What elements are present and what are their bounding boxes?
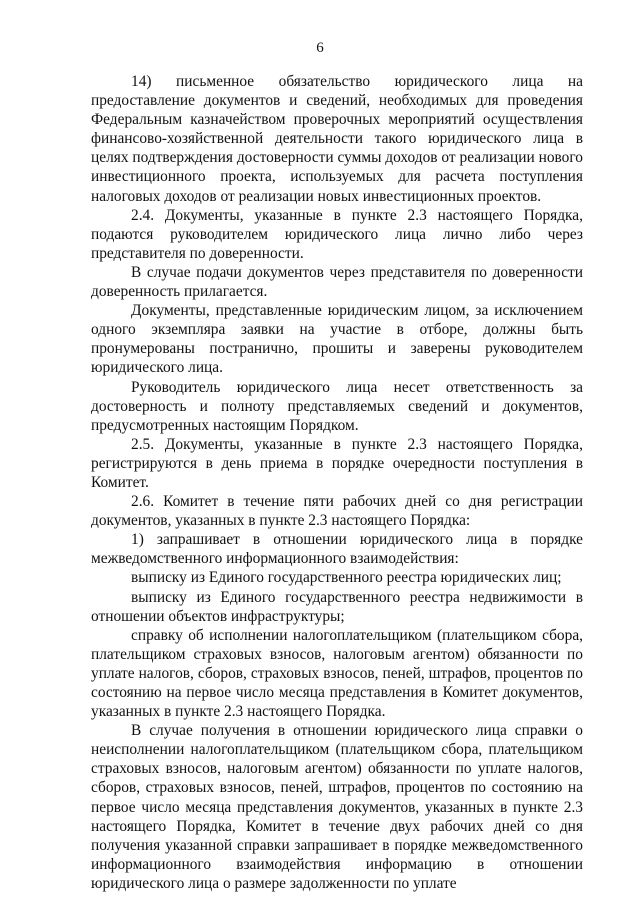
paragraph-responsibility: Руководитель юридического лица несет ответственность за достоверность и полноту представляемых сведений и документов, предусмотренных настоящим Порядком. [91,378,583,434]
paragraph-item-14: 14) письменное обязательство юридического лица на предоставление документов и сведений, необходимых для проведения Федеральным казначейством проверочных мероприятий осуществления финансово-хозяйственной деятельности такого юридического лица в целях подтверждения достоверности суммы доходов от реализации нового инвестиционного проекта, используемых для расчета поступления налоговых доходов от реализации новых инвестиционных проектов. [91,73,583,205]
document-body [91,72,583,893]
paragraph-tax-certificate: справку об исполнении налогоплательщиком (плательщиком сбора, плательщиком страховых взносов, налоговым агентом) обязанности по уплате налогов, сборов, страховых взносов, пеней, штрафов, процентов по состоянию на первое число месяца представления в Комитет документов, указанных в пункте 2.3 настоящего Порядка. [91,626,583,721]
paragraph-proxy-submission: В случае подачи документов через представителя по доверенности доверенность прилагается. [91,263,583,301]
paragraph-egrn-extract: выписку из Единого государственного реестра недвижимости в отношении объектов инфраструктуры; [91,588,583,625]
paragraph-2-5: 2.5. Документы, указанные в пункте 2.3 настоящего Порядка, регистрируются в день приема в порядке очередности поступления в Комитет. [91,435,583,491]
paragraph-egrul-extract: выписку из Единого государственного реестра юридических лиц; [131,569,562,587]
paragraph-2-6: 2.6. Комитет в течение пяти рабочих дней со дня регистрации документов, указанных в пункте 2.3 настоящего Порядка: [91,493,583,530]
paragraph-document-binding: Документы, представленные юридическим лицом, за исключением одного экземпляра заявки на участие в отборе, должны быть пронумерованы постранично, прошиты и заверены руководителем юридического лица. [91,302,583,377]
paragraph-2-4: 2.4. Документы, указанные в пункте 2.3 настоящего Порядка, подаются руководителем юридического лица лично либо через представителя по доверенности. [91,206,583,262]
paragraph-non-fulfillment-case: В случае получения в отношении юридического лица справки о неисполнении налогоплательщиком (плательщиком сбора, плательщиком страховых взносов, налоговым агентом) обязанности по уплате налогов, сборов, страховых взносов, пеней, штрафов, процентов по состоянию на первое число месяца представления документов, указанных в пункте 2.3 настоящего Порядка, Комитет в течение двух рабочих дней со дня получения указанной справки запрашивает в порядке межведомственного информационного взаимодействия информацию в отношении юридического лица о размере задолженности по уплате [91,722,583,892]
page-number: 6 [316,40,324,56]
paragraph-2-6-item-1: 1) запрашивает в отношении юридического лица в порядке межведомственного информационного взаимодействия: [91,531,583,568]
